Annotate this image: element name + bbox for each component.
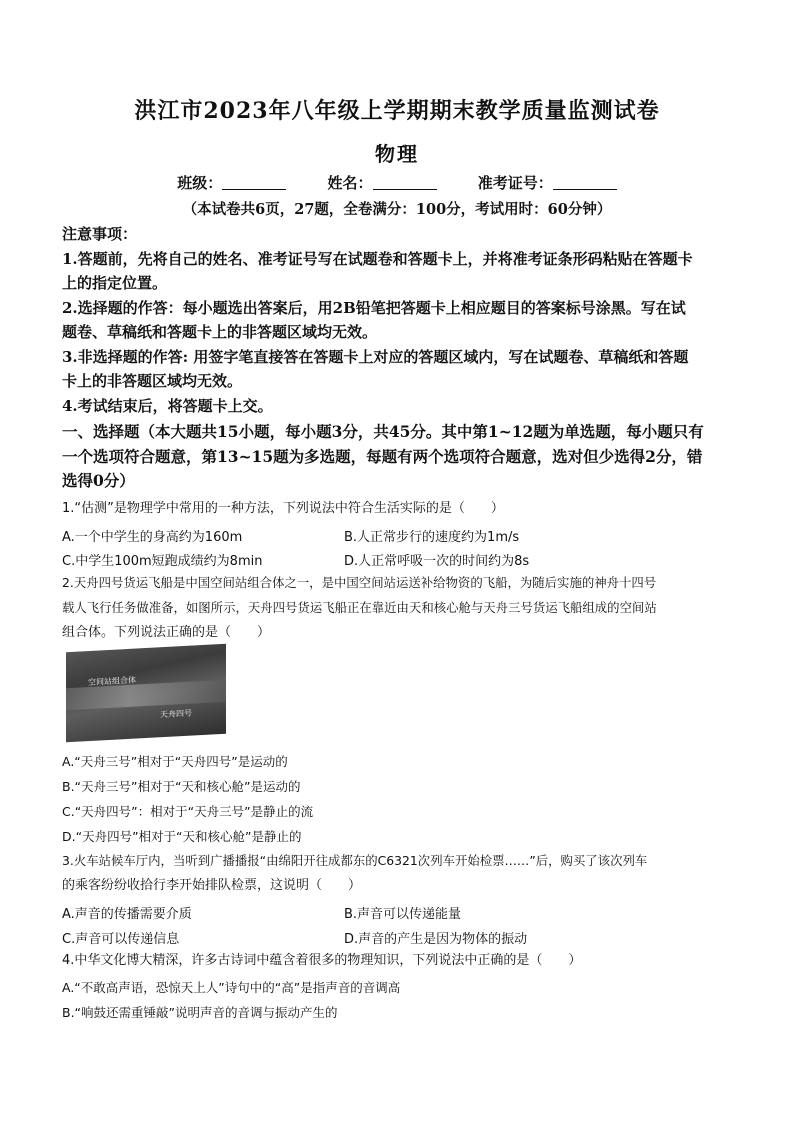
id-label: 准考证号： <box>477 174 553 192</box>
notes-line: 上的指定位置。 <box>62 274 168 292</box>
q2-stem-line: 2.天舟四号货运飞船是中国空间站组合体之一，是中国空间站运送补给物资的飞船，为随后实施的神舟十四号 <box>62 575 657 590</box>
q2-option-b: B.“天舟三号”相对于“天和核心舱”是运动的 <box>62 779 301 794</box>
q1-stem: 1.“估测”是物理学中常用的一种方法，下列说法中符合生活实际的是（ ） <box>62 501 504 516</box>
q2-option-d: D.“天舟四号”相对于“天和核心舱”是静止的 <box>62 829 302 844</box>
q2-stem-line: 组合体。下列说法正确的是（ ） <box>62 625 271 640</box>
q2-stem-line: 载人飞行任务做准备，如图所示，天舟四号货运飞船正在靠近由天和核心舱与天舟三号货运飞船组成的空间站 <box>62 600 657 615</box>
class-field <box>177 172 286 193</box>
notes-line: 2.选择题的作答：每小题选出答案后，用2B铅笔把答题卡上相应题目的答案标号涂黑。写在试 <box>62 298 686 317</box>
q3-option-b: B.声音可以传递能量 <box>344 907 462 922</box>
q3-option-d: D.声音的产生是因为物体的振动 <box>344 932 528 947</box>
id-field <box>478 172 617 193</box>
q4-option-a: A.“不敢高声语，恐惊天上人”诗句中的“高”是指声音的音调高 <box>62 980 401 995</box>
name-label: 姓名： <box>327 174 373 192</box>
section-line: 一个选项符合题意，第13~15题为多选题，每题有两个选项符合题意，选对但少选得2分，错 <box>62 446 703 466</box>
notes-line: 1.答题前，先将自己的姓名、准考证号写在试题卷和答题卡上，并将准考证条形码粘贴在答题卡 <box>62 249 693 268</box>
section-heading <box>62 420 734 494</box>
notes-line: 4.考试结束后，将答题卡上交。 <box>62 396 273 415</box>
exam-title: 洪江市2023年八年级上学期期末教学质量监测试卷 <box>134 98 660 124</box>
q2-option-c: C.“天舟四号”：相对于“天舟三号”是静止的流 <box>62 804 314 819</box>
photo-label-tianzhou4: 天舟四号 <box>160 708 192 720</box>
spacecraft-photo <box>66 644 226 742</box>
section-line: 一、选择题（本大题共15小题，每小题3分，共45分。其中第1~12题为单选题，每小题只有 <box>62 422 704 441</box>
notes-line: 题卷、草稿纸和答题卡上的非答题区域均无效。 <box>62 323 378 341</box>
notes-line: 卡上的非答题区域均无效。 <box>62 372 243 390</box>
name-blank <box>373 175 437 190</box>
q1-option-b: B.人正常步行的速度约为1m/s <box>344 530 520 545</box>
q3-stem-line: 3.火车站候车厅内，当听到广播播报“由绵阳开往成都东的C6321次列车开始检票……”后，购买了该次列车 <box>62 853 648 868</box>
photo-label-station: 空间站组合体 <box>88 675 136 688</box>
class-label: 班级： <box>177 174 223 192</box>
q2-stem <box>62 570 734 645</box>
q2-option-a: A.“天舟三号”相对于“天舟四号”是运动的 <box>62 754 288 769</box>
class-blank <box>222 175 286 190</box>
notes-heading: 注意事项： <box>62 225 138 243</box>
q1-option-c: C.中学生100m短跑成绩约为8min <box>62 554 263 569</box>
q3-stem-line: 的乘客纷纷收拾行李开始排队检票，这说明（ ） <box>62 878 362 893</box>
notes-line: 3.非选择题的作答: 用签字笔直接答在答题卡上对应的答题区域内，写在试题卷、草稿纸和答题 <box>62 347 689 366</box>
q3-stem <box>62 848 734 898</box>
q1-option-a: A.一个中学生的身高约为160m <box>62 530 243 545</box>
section-line: 选得0分） <box>62 471 135 490</box>
q3-option-a: A.声音的传播需要介质 <box>62 907 192 922</box>
q3-option-c: C.声音可以传递信息 <box>62 932 180 947</box>
notes-block <box>62 222 734 418</box>
student-info-fields <box>0 172 794 193</box>
exam-subject: 物理 <box>375 142 419 166</box>
id-blank <box>553 175 617 190</box>
q1-option-d: D.人正常呼吸一次的时间约为8s <box>344 554 530 569</box>
q4-stem: 4.中华文化博大精深，许多古诗词中蕴含着很多的物理知识，下列说法中正确的是（ ） <box>62 953 582 968</box>
q4-option-b: B.“响鼓还需重锤敲”说明声音的音调与振动产生的 <box>62 1005 338 1020</box>
exam-info: （本试卷共6页，27题，全卷满分：100分，考试用时：60分钟） <box>182 201 612 218</box>
name-field <box>327 172 436 193</box>
